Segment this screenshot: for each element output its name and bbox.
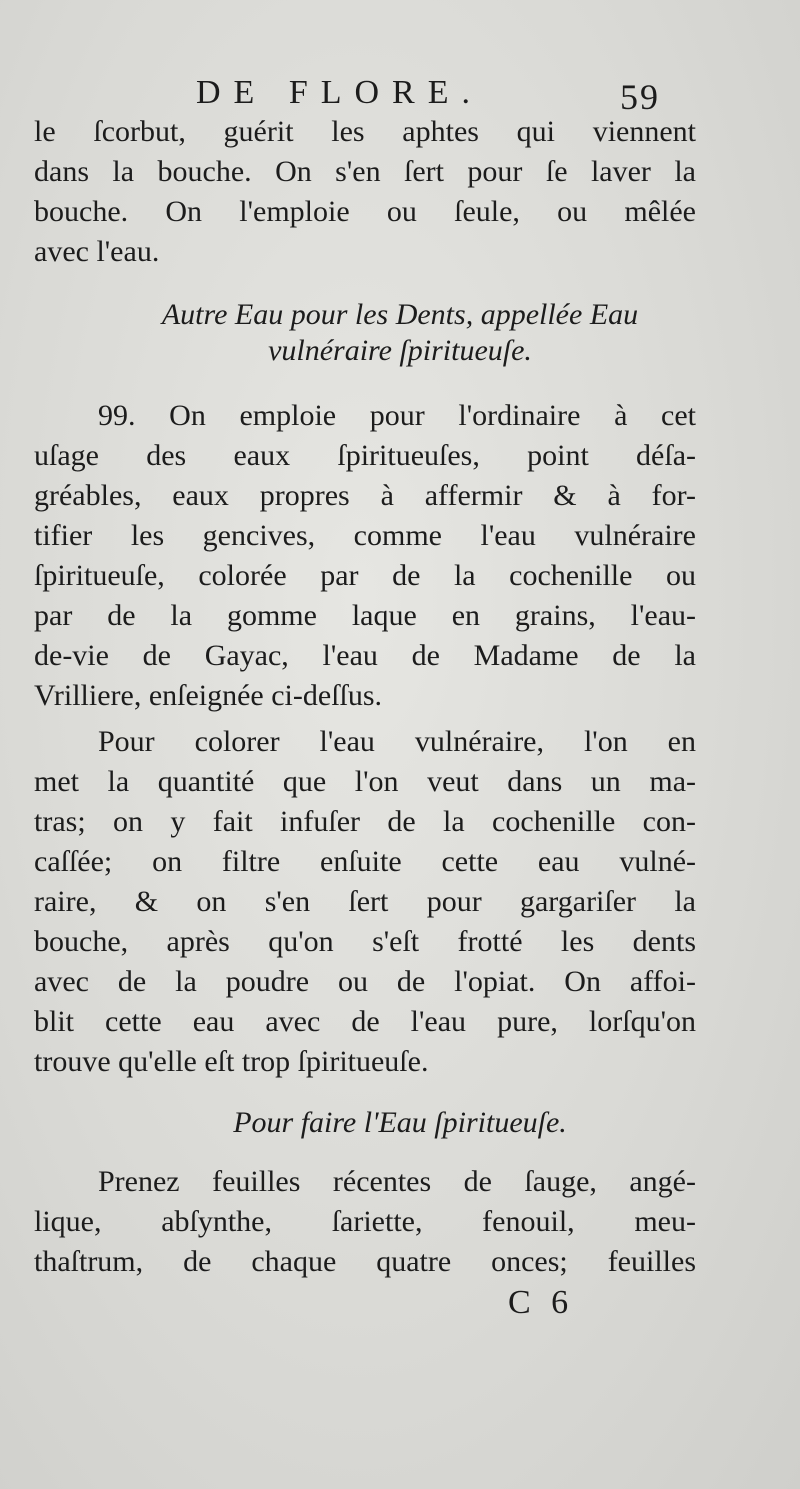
text-line: ſpiritueuſe, colorée par de la cochenille ou xyxy=(34,559,696,592)
text-line: blit cette eau avec de l'eau pure, lorſqu'on xyxy=(34,1005,696,1038)
text-line: thaſtrum, de chaque quatre onces; feuilles xyxy=(34,1245,696,1278)
text-line: Prenez feuilles récentes de ſauge, angé- xyxy=(98,1165,696,1198)
text-line: caſſée; on filtre enſuite cette eau vulné- xyxy=(34,845,696,878)
text-line: Pour colorer l'eau vulnéraire, l'on en xyxy=(98,725,696,758)
text-line: raire, & on s'en ſert pour gargariſer la xyxy=(34,885,696,918)
text-line: de-vie de Gayac, l'eau de Madame de la xyxy=(34,639,696,672)
text-line: tras; on y fait infuſer de la cochenille con- xyxy=(34,805,696,838)
page-number: 59 xyxy=(620,77,660,117)
section-heading-eau-spiritueuse: Pour faire l'Eau ſpiritueuſe. xyxy=(233,1106,567,1139)
running-head: DE FLORE. xyxy=(196,74,483,111)
text-line: 99. On emploie pour l'ordinaire à cet xyxy=(98,399,696,432)
section-heading-autre-eau-continued: vulnéraire ſpiritueuſe. xyxy=(268,334,532,367)
text-line: le ſcorbut, guérit les aphtes qui viennent xyxy=(34,115,696,148)
signature-mark: C 6 xyxy=(508,1284,575,1321)
text-line: Vrilliere, enſeignée ci-deſſus. xyxy=(34,679,383,712)
text-line: par de la gomme laque en grains, l'eau- xyxy=(34,599,696,632)
text-line: tifier les gencives, comme l'eau vulnéraire xyxy=(34,519,696,552)
text-line: gréables, eaux propres à affermir & à for- xyxy=(34,479,696,512)
text-line: trouve qu'elle eſt trop ſpiritueuſe. xyxy=(34,1045,429,1078)
text-line: uſage des eaux ſpiritueuſes, point déſa- xyxy=(34,439,696,472)
text-line: bouche, après qu'on s'eſt frotté les dents xyxy=(34,925,696,958)
text-line: lique, abſynthe, ſariette, fenouil, meu- xyxy=(34,1205,696,1238)
page-header xyxy=(0,74,800,117)
text-line: bouche. On l'emploie ou ſeule, ou mêlée xyxy=(34,195,696,228)
section-heading-autre-eau: Autre Eau pour les Dents, appellée Eau xyxy=(161,298,639,331)
text-line: avec de la poudre ou de l'opiat. On affoi- xyxy=(34,965,696,998)
text-line: dans la bouche. On s'en ſert pour ſe laver la xyxy=(34,155,696,188)
text-line: met la quantité que l'on veut dans un ma- xyxy=(34,765,696,798)
text-line: avec l'eau. xyxy=(34,235,160,268)
